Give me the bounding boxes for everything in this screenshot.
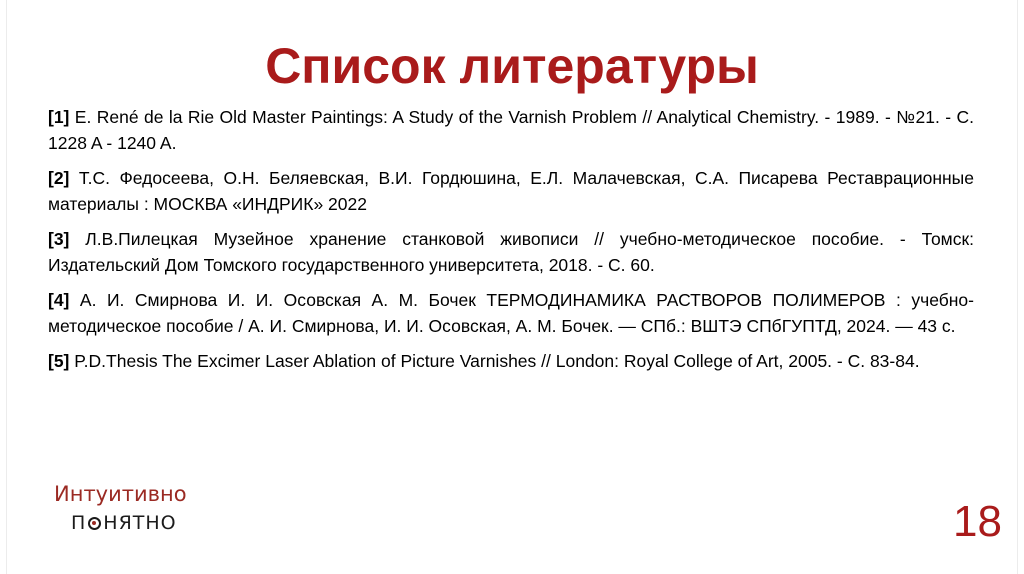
reference-number: [5] bbox=[48, 351, 70, 371]
reference-item-3 bbox=[48, 226, 974, 278]
logo-line-2-start: П bbox=[71, 512, 87, 534]
reference-item-5 bbox=[48, 348, 974, 374]
reference-text: P.D.Thesis The Excimer Laser Ablation of Picture Varnishes // London: Royal College of Art, 2005. - С. 83-84. bbox=[74, 351, 920, 371]
reference-number: [2] bbox=[48, 168, 70, 188]
reference-number: [1] bbox=[48, 107, 70, 127]
slide-number: 18 bbox=[953, 497, 1002, 546]
logo-line-2-end: НЯТНО bbox=[103, 512, 177, 534]
logo-line-2 bbox=[71, 511, 177, 535]
reference-number: [4] bbox=[48, 290, 70, 310]
reference-text: Л.В.Пилецкая Музейное хранение станковой живописи // учебно-методическое пособие. - Томск: Издательский Дом Томского государственного университета, 2018. - С. 60. bbox=[48, 229, 974, 275]
reference-text: Т.С. Федосеева, О.Н. Беляевская, В.И. Гордюшина, Е.Л. Малачевская, С.А. Писарева Реставрационные материалы : МОСКВА «ИНДРИК» 2022 bbox=[48, 168, 974, 214]
reference-text: E. René de la Rie Old Master Paintings: A Study of the Varnish Problem // Analytical Chemistry. - 1989. - №21. - C. 1228 A - 1240 A. bbox=[48, 107, 974, 153]
reference-text: А. И. Смирнова И. И. Осовская А. М. Бочек ТЕРМОДИНАМИКА РАСТВОРОВ ПОЛИМЕРОВ : учебно-методическое пособие / А. И. Смирнова, И. И. Осовская, А. М. Бочек. — СПб.: ВШТЭ СПбГУПТД, 2024. — 43 с. bbox=[48, 290, 974, 336]
reference-list bbox=[48, 104, 974, 383]
slide-title: Список литературы bbox=[265, 38, 759, 94]
reference-item-1 bbox=[48, 104, 974, 156]
intuit-logo bbox=[54, 481, 224, 541]
reference-item-4 bbox=[48, 287, 974, 339]
intuit-logo-mark-icon bbox=[88, 517, 101, 530]
logo-line-1: Интуитивно bbox=[54, 482, 187, 506]
reference-item-2 bbox=[48, 165, 974, 217]
reference-number: [3] bbox=[48, 229, 70, 249]
